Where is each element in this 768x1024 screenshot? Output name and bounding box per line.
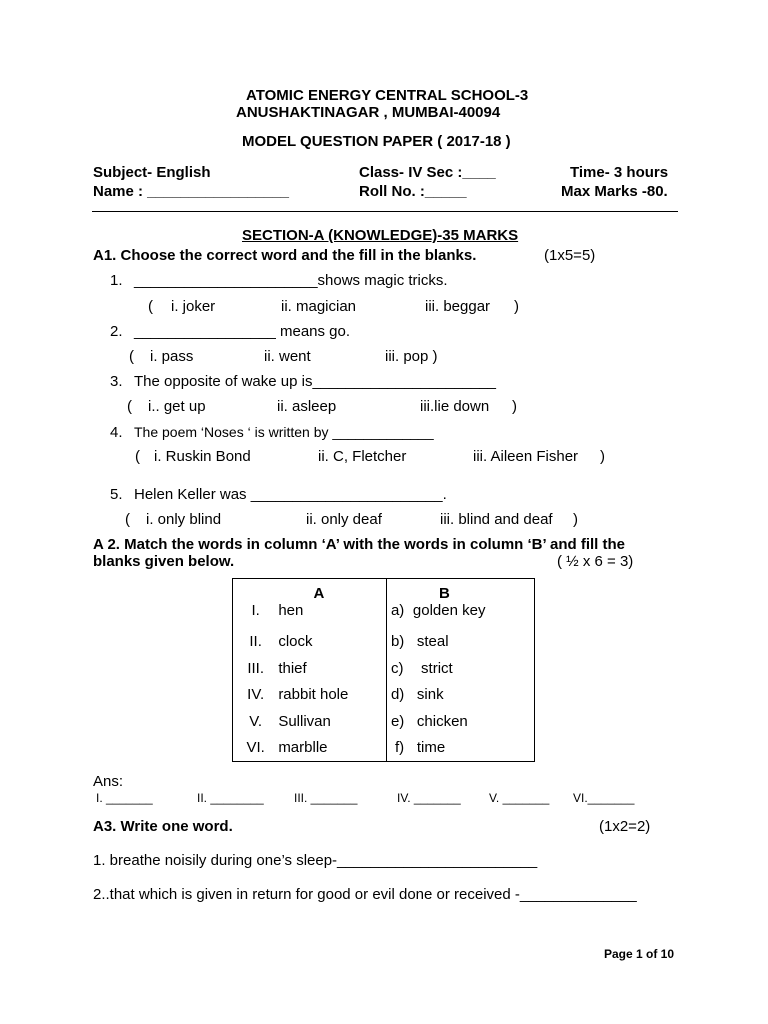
column-a-cell: thief [278, 659, 307, 677]
column-b-cell: steal [416, 633, 449, 651]
q1-open: ( [148, 298, 153, 315]
a3-marks: (1x2=2) [599, 818, 651, 835]
a3-question-2: 2..that which is given in return for good or evil done or received -______________ [93, 886, 637, 903]
column-b-letter: b) [390, 633, 405, 651]
table-column-divider [386, 578, 387, 762]
header-divider [92, 211, 678, 212]
q1-close: ) [514, 298, 519, 315]
paper-title: MODEL QUESTION PAPER ( 2017-18 ) [242, 133, 511, 150]
school-name: ATOMIC ENERGY CENTRAL SCHOOL-3 [246, 87, 529, 104]
q4-close: ) [600, 448, 605, 465]
q4-text: The poem ‘Noses ‘ is written by _____________ [134, 424, 434, 440]
column-a-header: A [313, 585, 325, 603]
column-b-letter: d) [390, 686, 405, 704]
column-a-cell: clock [278, 633, 313, 651]
column-b-letter: f) [394, 739, 405, 757]
a1-marks: (1x5=5) [544, 247, 596, 264]
page-number: Page 1 of 10 [604, 947, 675, 961]
q5-option-1: i. only blind [146, 511, 222, 528]
a3-question-1: 1. breathe noisily during one’s sleep-________________________ [93, 852, 538, 869]
a2-marks: ( ½ x 6 = 3) [557, 553, 634, 570]
a1-heading: A1. Choose the correct word and the fill in the blanks. [93, 247, 477, 264]
q2-open: ( [129, 348, 134, 365]
answer-blank-2: II. ________ [197, 791, 264, 805]
q2-text: _________________ means go. [134, 323, 351, 340]
name-label: Name : _________________ [93, 183, 290, 200]
q5-option-3: iii. blind and deaf [440, 511, 553, 528]
max-marks-label: Max Marks -80. [561, 183, 668, 200]
table-row [233, 682, 535, 708]
column-b-cell: strict [416, 659, 453, 677]
answer-blank-5: V. _______ [489, 791, 550, 805]
q1-number: 1. [110, 272, 123, 289]
answer-blank-6: VI._______ [573, 791, 635, 805]
subject-label: Subject- English [93, 164, 211, 181]
q3-number: 3. [110, 373, 123, 390]
class-label: Class- IV Sec :____ [359, 164, 496, 181]
row-number: IV. [247, 686, 265, 704]
q2-option-2: ii. went [264, 348, 311, 365]
time-label: Time- 3 hours [570, 164, 669, 181]
column-a-cell: marblle [278, 739, 328, 757]
q5-close: ) [573, 511, 578, 528]
answer-blank-3: III. _______ [294, 791, 358, 805]
roll-label: Roll No. :_____ [359, 183, 467, 200]
column-b-header: B [439, 585, 450, 603]
q2-number: 2. [110, 323, 123, 340]
column-b-cell: golden key [412, 602, 486, 620]
table-row [233, 708, 535, 734]
q4-option-1: i. Ruskin Bond [154, 448, 251, 465]
column-a-cell: hen [278, 602, 304, 620]
row-number: I. [251, 602, 260, 620]
column-a-cell: rabbit hole [278, 686, 349, 704]
row-number: II. [249, 633, 262, 651]
a2-heading-line1: A 2. Match the words in column ‘A’ with the words in column ‘B’ and fill the [93, 536, 625, 553]
answer-blank-4: IV. _______ [397, 791, 461, 805]
q1-option-1: i. joker [171, 298, 216, 315]
row-number: V. [249, 712, 263, 730]
a2-heading-line2: blanks given below. [93, 553, 235, 570]
q5-option-2: ii. only deaf [306, 511, 382, 528]
q2-option-1: i. pass [150, 348, 194, 365]
row-number: VI. [246, 739, 265, 757]
q1-text: ______________________shows magic tricks. [134, 272, 448, 289]
q5-open: ( [125, 511, 130, 528]
q3-close: ) [512, 398, 517, 415]
section-a-title: SECTION-A (KNOWLEDGE)-35 MARKS [242, 227, 519, 244]
column-b-cell: chicken [416, 712, 468, 730]
column-b-cell: time [416, 739, 446, 757]
column-b-letter: a) [390, 602, 405, 620]
table-row [233, 629, 535, 655]
q3-option-3: iii.lie down [420, 398, 490, 415]
match-table-header [233, 579, 535, 603]
q4-option-2: ii. C, Fletcher [318, 448, 407, 465]
q5-text: Helen Keller was _______________________. [134, 486, 447, 503]
column-b-letter: e) [390, 712, 405, 730]
q2-option-3: iii. pop ) [385, 348, 438, 365]
q1-option-3: iii. beggar [425, 298, 491, 315]
q3-text: The opposite of wake up is______________________ [134, 373, 496, 390]
q4-option-3: iii. Aileen Fisher [473, 448, 579, 465]
q1-option-2: ii. magician [281, 298, 357, 315]
school-address: ANUSHAKTINAGAR , MUMBAI-40094 [236, 104, 501, 121]
q3-option-1: i.. get up [148, 398, 206, 415]
table-row [233, 602, 535, 628]
answers-label: Ans: [93, 773, 124, 790]
column-b-letter: c) [390, 659, 404, 677]
q3-option-2: ii. asleep [277, 398, 337, 415]
a3-heading: A3. Write one word. [93, 818, 233, 835]
column-a-cell: Sullivan [278, 712, 331, 730]
q4-number: 4. [110, 424, 123, 441]
answer-blank-1: I. _______ [96, 791, 153, 805]
match-table [232, 578, 535, 762]
table-row [233, 734, 535, 761]
column-b-cell: sink [416, 686, 444, 704]
q3-open: ( [127, 398, 132, 415]
row-number: III. [247, 659, 264, 677]
table-row [233, 655, 535, 681]
q4-open: ( [135, 448, 140, 465]
q5-number: 5. [110, 486, 123, 503]
